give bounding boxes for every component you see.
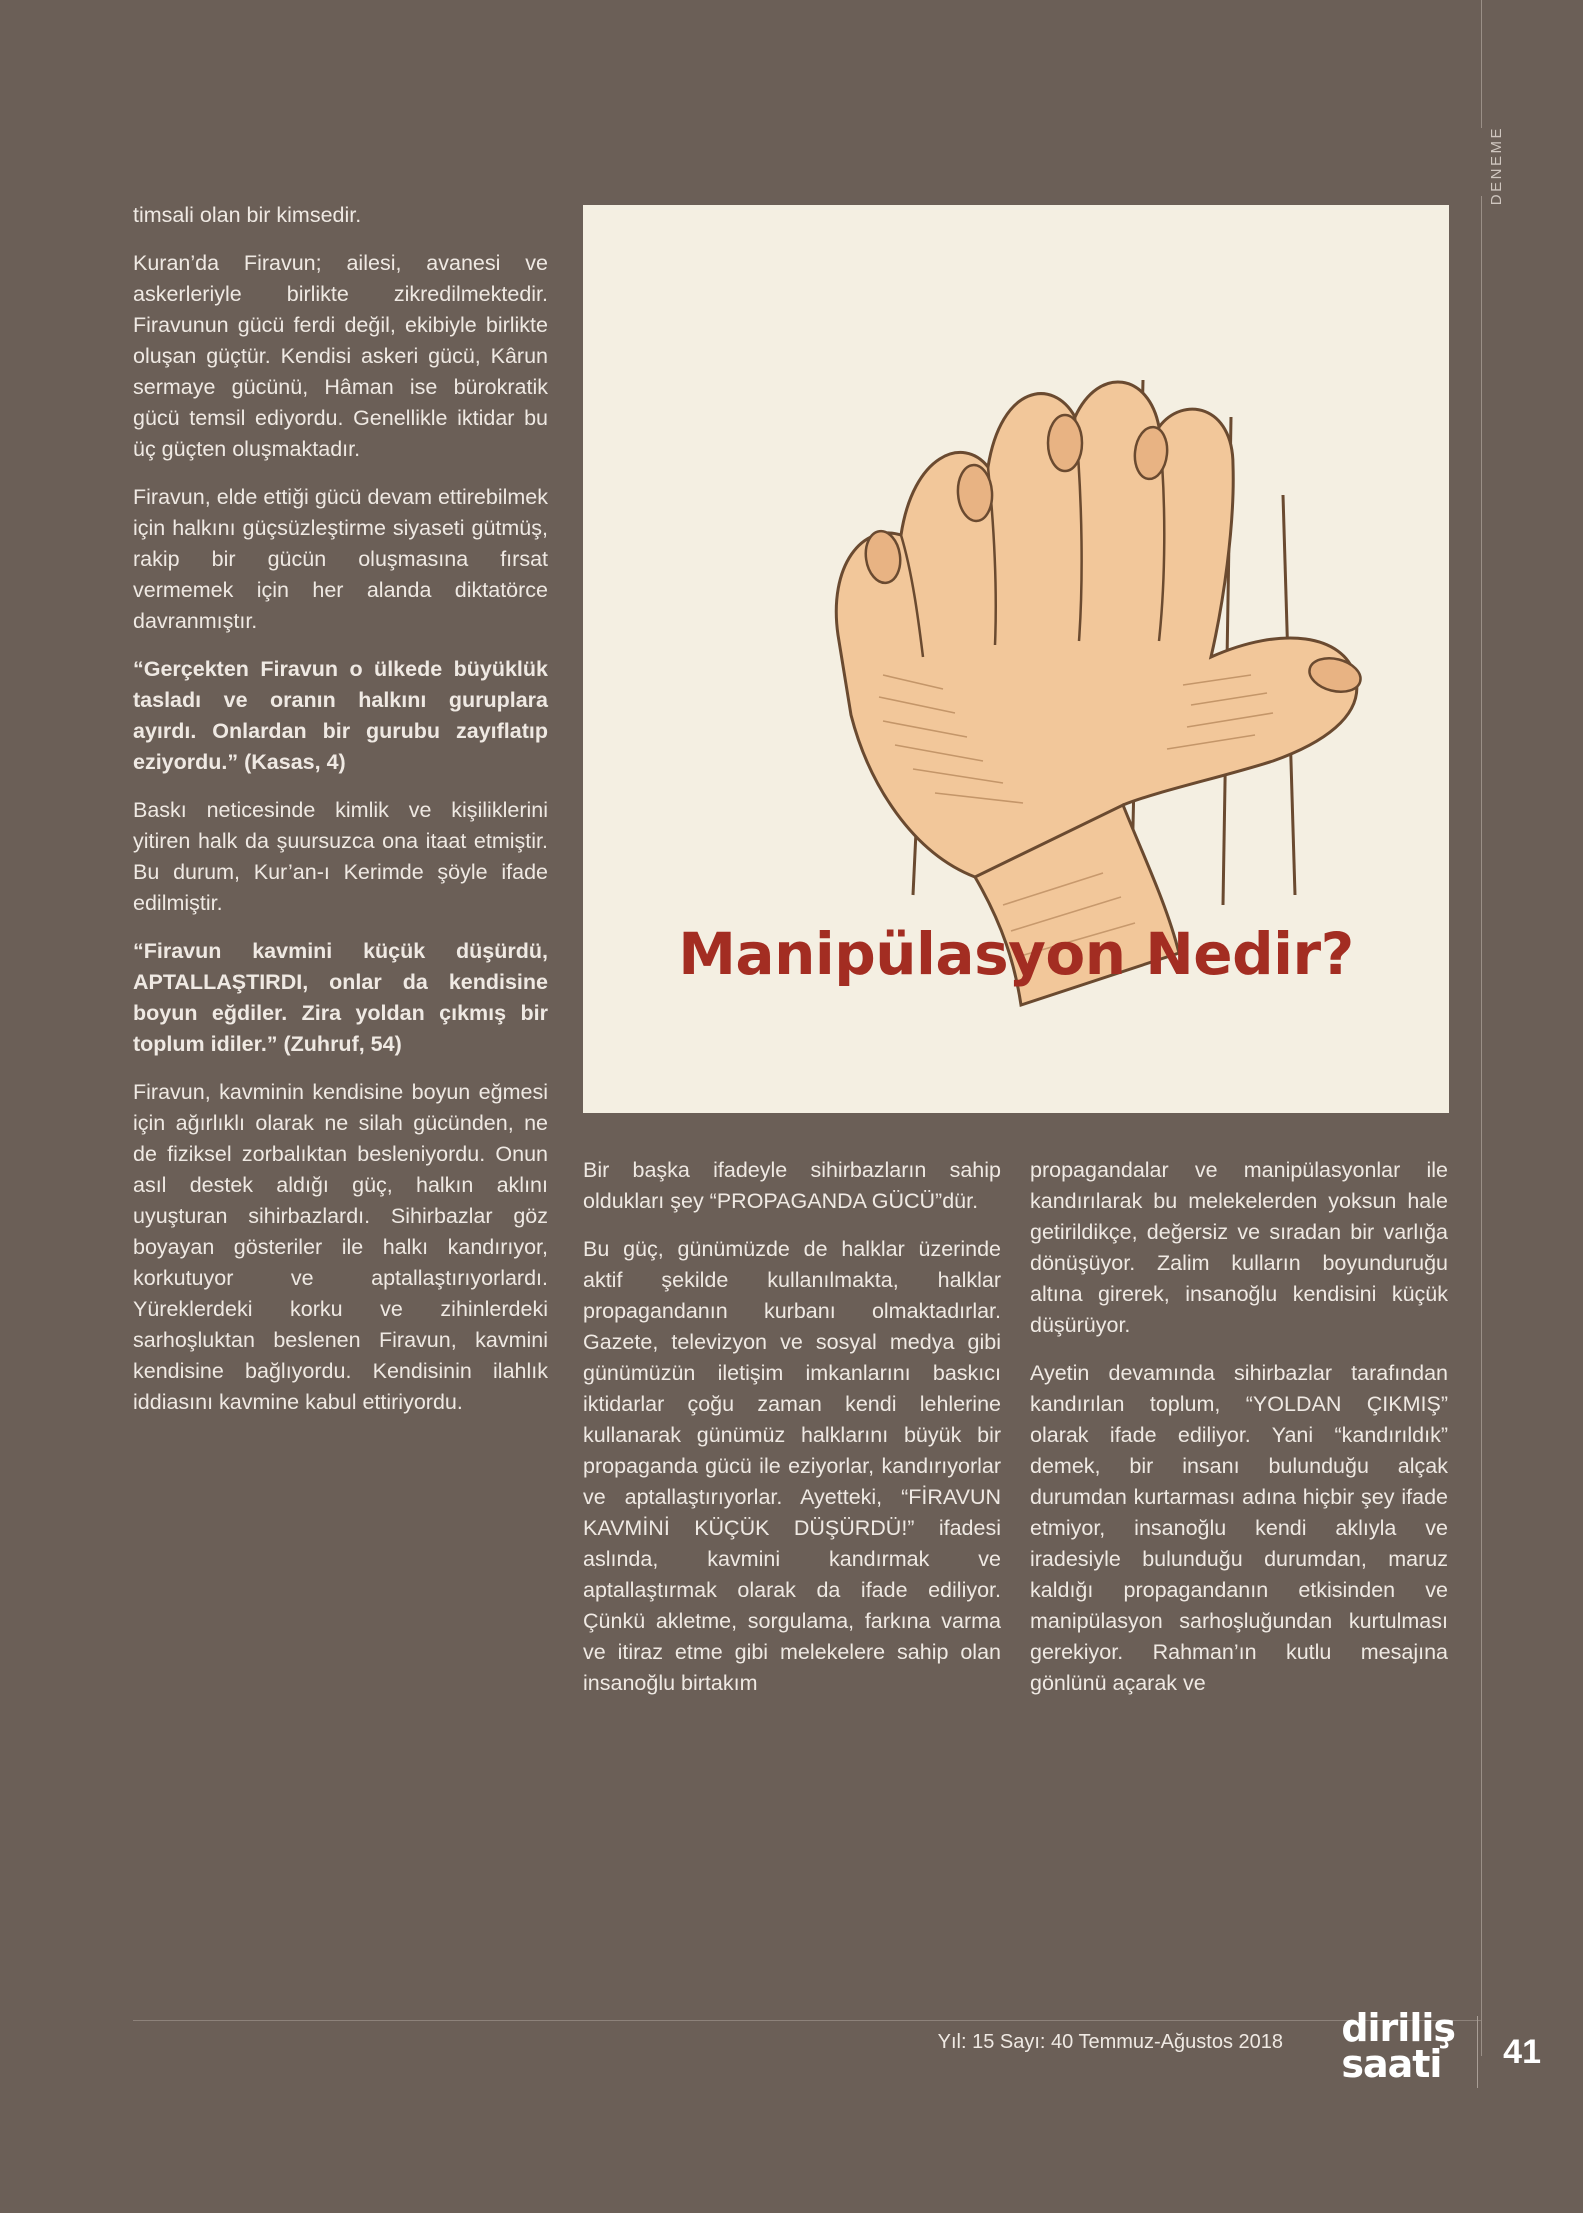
paragraph: propagandalar ve manipülasyonlar ile kandırılarak bu melekelerden yoksun hale getirildikçe, değersiz ve sıradan bir varlığa dönüşüyor. Zalim kulların boyunduruğu altına girerek, insanoğlu kendisini küçük düşürüyor.	[1030, 1158, 1448, 1337]
logo-line-2: saati	[1341, 2042, 1442, 2087]
figure-manipulation-illustration	[583, 205, 1449, 1113]
vertical-rule-top	[1481, 0, 1482, 128]
logo-line-1: diriliş	[1341, 2006, 1455, 2050]
paragraph: Bu güç, günümüzde de halklar üzerinde aktif şekilde kullanılmakta, halklar propagandanın kurbanı olmaktadırlar. Gazete, televizyon ve sosyal medya gibi günümüzün iletişim imkanlarını baskıcı iktidarlar çoğu zaman kendi lehlerine kullanarak günümüz halklarını büyük bir propaganda gücü ile eziyorlar, kandırıyorlar ve aptallaştırıyorlar. Ayetteki, “FİRAVUN KAVMİNİ KÜÇÜK DÜŞÜRDÜ!” ifadesi aslında, kavmini kandırmak ve aptallaştırmak olarak da ifade ediliyor. Çünkü akletme, sorgulama, farkına varma ve itiraz etme gibi melekelere sahip olan insanoğlu birtakım	[583, 1237, 1001, 1695]
text-column-1	[133, 200, 548, 1418]
paragraph: timsali olan bir kimsedir.	[133, 203, 362, 227]
text-column-3	[1030, 1155, 1448, 1699]
vertical-rule-bottom	[1481, 196, 1482, 2056]
footer-logo-divider	[1477, 2016, 1478, 2088]
text-column-2	[583, 1155, 1001, 1699]
paragraph: Bir başka ifadeyle sihirbazların sahip oldukları şey “PROPAGANDA GÜCÜ”dür.	[583, 1158, 1001, 1213]
paragraph: Firavun, elde ettiği gücü devam ettirebilmek için halkını güçsüzleştirme siyaseti gütmüş, rakip bir gücün oluşmasına fırsat vermemek için her alanda diktatörce davranmıştır.	[133, 485, 548, 633]
paragraph: “Firavun kavmini küçük düşürdü, APTALLAŞTIRDI, onlar da kendisine boyun eğdiler. Zira yoldan çıkmış bir toplum idiler.” (Zuhruf, 54)	[133, 939, 548, 1056]
magazine-logo	[1341, 2006, 1455, 2087]
page-number: 41	[1503, 2033, 1541, 2071]
paragraph: Baskı neticesinde kimlik ve kişiliklerini yitiren halk da şuursuzca ona itaat etmiştir. Bu durum, Kur’an-ı Kerimde şöyle ifade edilmiştir.	[133, 798, 548, 915]
paragraph: “Gerçekten Firavun o ülkede büyüklük tasladı ve oranın halkını guruplara ayırdı. Onlardan bir gurubu zayıflatıp eziyordu.” (Kasas, 4)	[133, 657, 548, 774]
figure-caption: Manipülasyon Nedir?	[678, 920, 1354, 988]
section-label: DENEME	[1488, 126, 1505, 206]
footer-issue-info: Yıl: 15 Sayı: 40 Temmuz-Ağustos 2018	[937, 2031, 1283, 2053]
paragraph: Firavun, kavminin kendisine boyun eğmesi için ağırlıklı olarak ne silah gücünden, ne de fiziksel zorbalıktan besleniyordu. Onun asıl destek aldığı güç, halkın aklını uyuşturan sihirbazlardı. Sihirbazlar göz boyayan gösteriler ile halkı kandırıyor, korkutuyor ve aptallaştırıyorlardı. Yüreklerdeki korku ve zihinlerdeki sarhoşluktan beslenen Firavun, kavmini kendisine bağlıyordu. Kendisinin ilahlık iddiasını kavmine kabul ettiriyordu.	[133, 1080, 548, 1414]
paragraph: Ayetin devamında sihirbazlar tarafından kandırılan toplum, “YOLDAN ÇIKMIŞ” olarak ifade ediliyor. Yani “kandırıldık” demek, bir insanı bulunduğu alçak durumdan kurtarması adına hiçbir şey ifade etmiyor, insanoğlu kendi aklıyla ve iradesiyle bulunduğu durumdan, maruz kaldığı propagandanın etkisinden ve manipülasyon sarhoşluğundan kurtulması gerekiyor. Rahman’ın kutlu mesajına gönlünü açarak ve	[1030, 1361, 1448, 1695]
paragraph: Kuran’da Firavun; ailesi, avanesi ve askerleriyle birlikte zikredilmektedir. Firavunun gücü ferdi değil, ekibiyle birlikte oluşan güçtür. Kendisi askeri gücü, Kârun sermaye gücünü, Hâman ise bürokratik gücü temsil ediyordu. Genellikle iktidar bu üç güçten oluşmaktadır.	[133, 251, 548, 461]
footer-divider	[133, 2020, 1481, 2021]
